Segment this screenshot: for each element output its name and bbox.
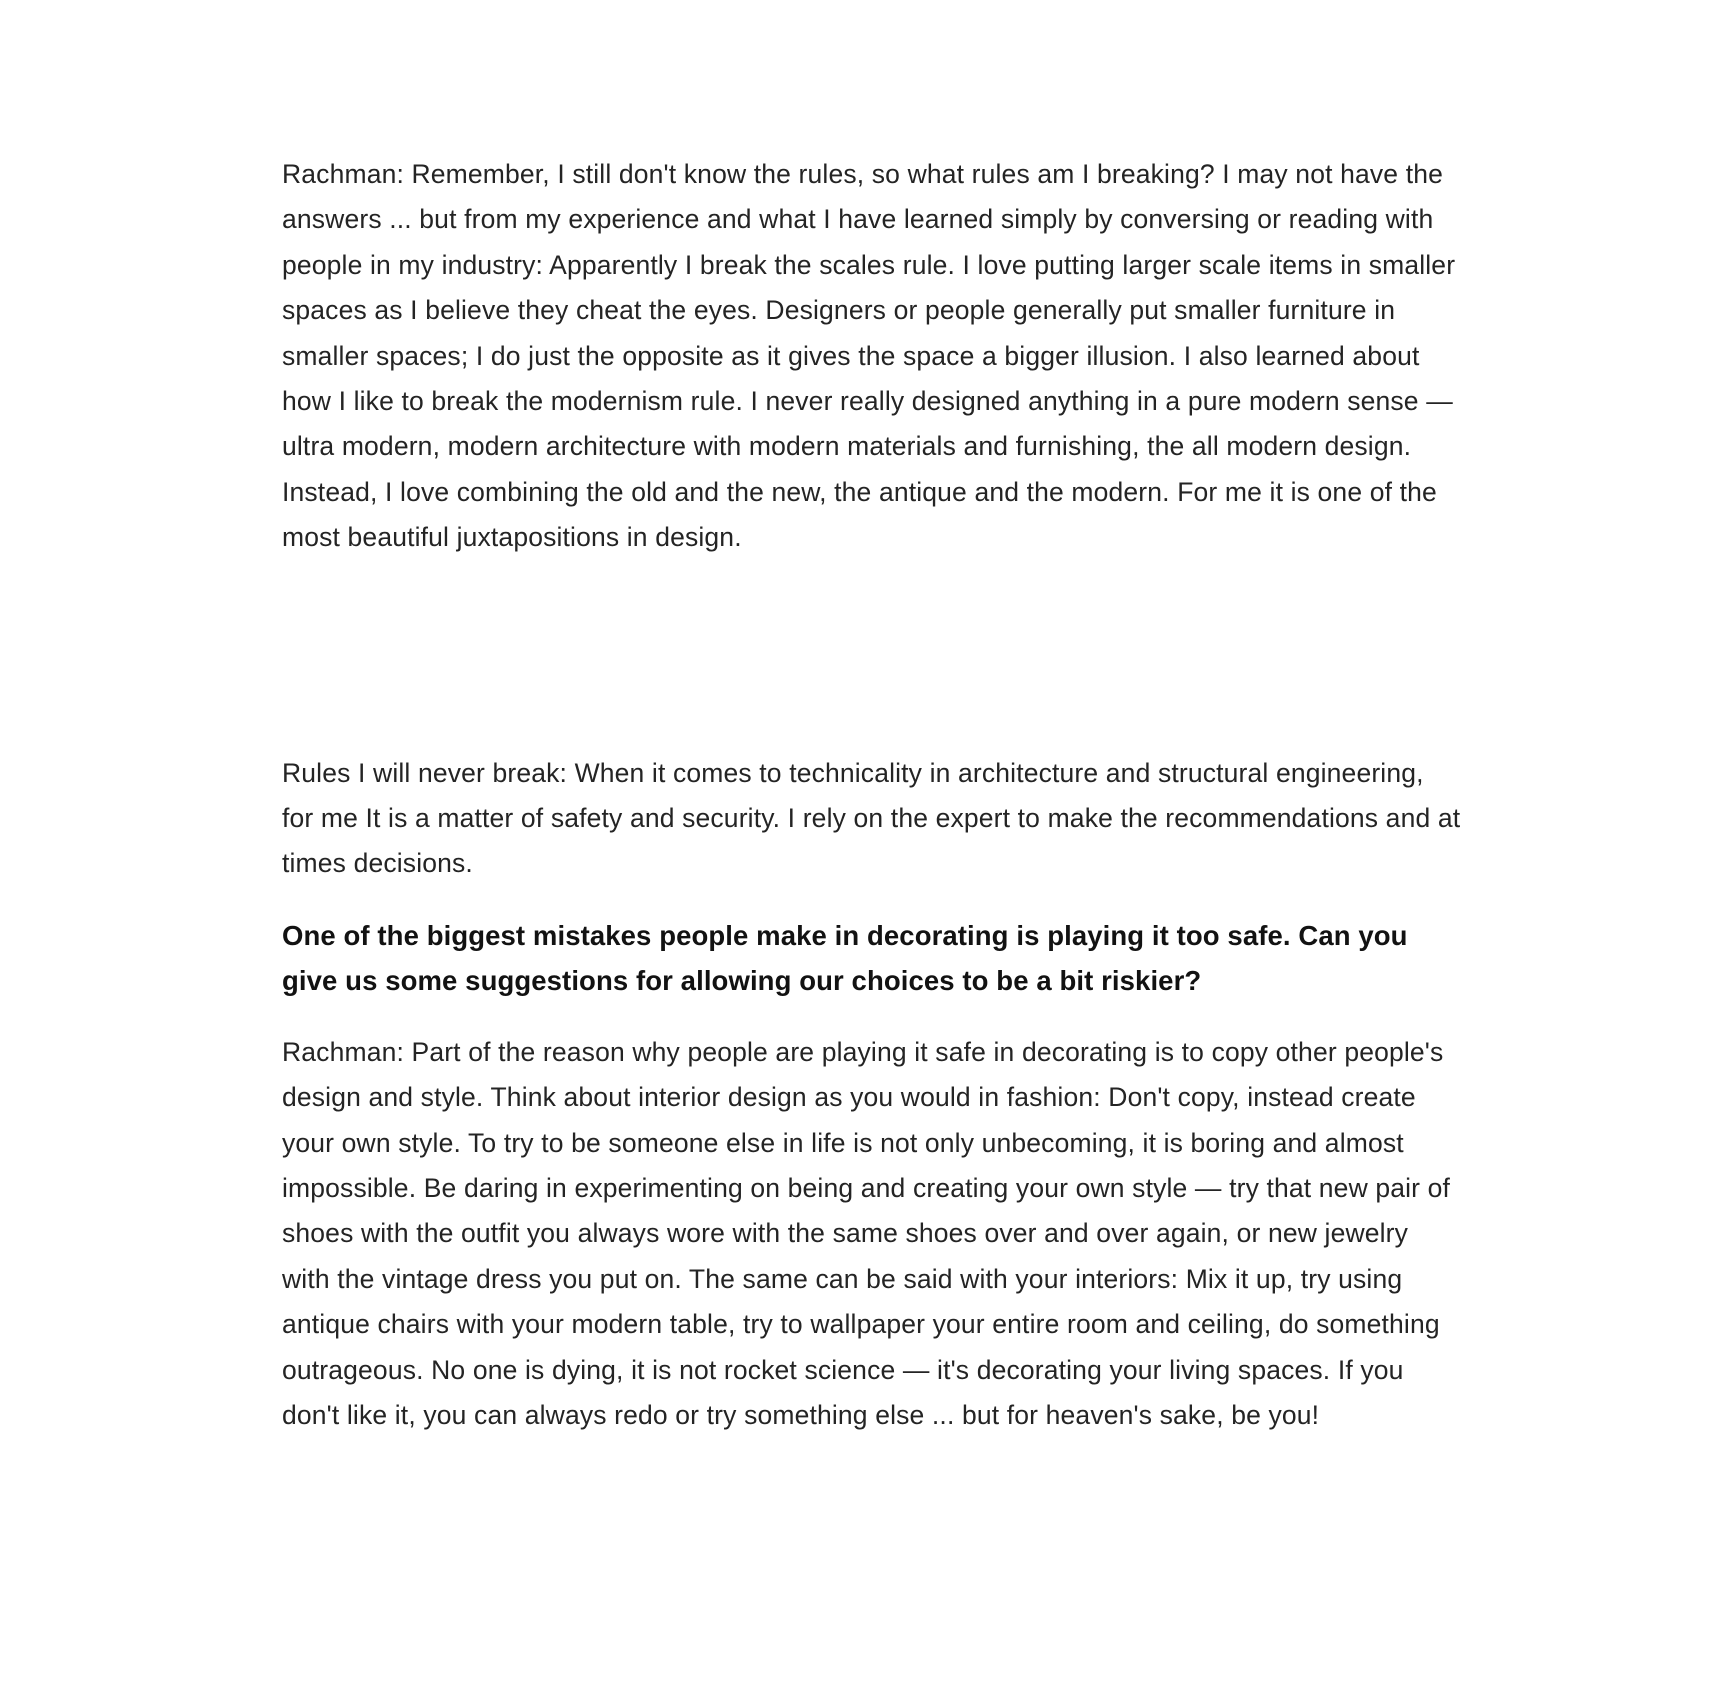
paragraph-rules-never-break: Rules I will never break: When it comes to technicality in architecture and structural engineering, for me It is a matter of safety and security. I rely on the expert to make the recommendations and at times decisions. [282, 757, 1461, 879]
interview-question: One of the biggest mistakes people make in decorating is playing it too safe. Can you give us some suggestions for allowing our choices to be a bit riskier? [282, 919, 1408, 997]
paragraph-rules-breaking: Rachman: Remember, I still don't know the rules, so what rules am I breaking? I may not have the answers ... but from my experience and what I have learned simply by conversing or reading with people in my industry: Apparently I break the scales rule. I love putting larger scale items in smaller spaces as I believe they cheat the eyes. Designers or people generally put smaller furniture in smaller spaces; I do just the opposite as it gives the space a bigger illusion. I also learned about how I like to break the modernism rule. I never really designed anything in a pure modern sense — ultra modern, modern architecture with modern materials and furnishing, the all modern design. Instead, I love combining the old and the new, the antique and the modern. For me it is one of the most beautiful juxtapositions in design. [282, 159, 1456, 553]
paragraph-answer: Rachman: Part of the reason why people are playing it safe in decorating is to copy other people's design and style. Think about interior design as you would in fashion: Don't copy, instead create your own style. To try to be someone else in life is not only unbecoming, it is boring and almost impossible. Be daring in experimenting on being and creating your own style — try that new pair of shoes with the outfit you always wore with the same shoes over and over again, or new jewelry with the vintage dress you put on. The same can be said with your interiors: Mix it up, try using antique chairs with your modern table, try to wallpaper your entire room and ceiling, do something outrageous. No one is dying, it is not rocket science — it's decorating your living spaces. If you don't like it, you can always redo or try something else ... but for heaven's sake, be you! [282, 1036, 1451, 1430]
article-body [282, 152, 1462, 1438]
